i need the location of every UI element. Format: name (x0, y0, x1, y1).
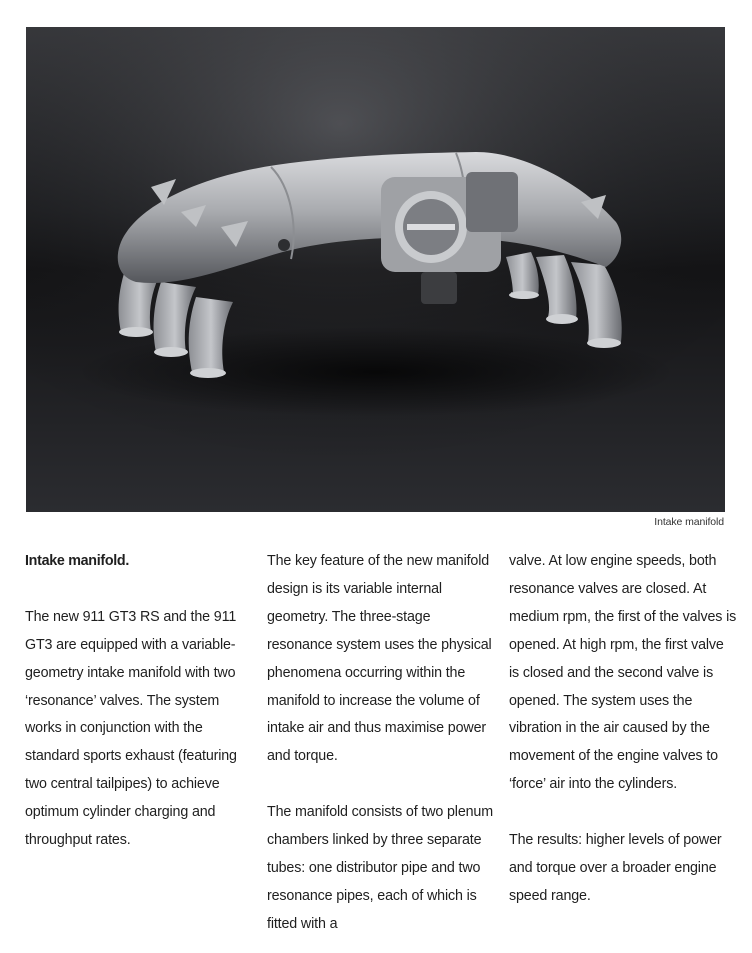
text-column-1 (25, 548, 253, 855)
intake-manifold-illustration (26, 27, 725, 512)
paragraph: The key feature of the new manifold design is its variable internal geometry. The three-stage resonance system uses the physical phenomena occurring within the manifold to increase the volume of intake air and thus maximise power and torque. (267, 553, 492, 765)
paragraph: The manifold consists of two plenum chambers linked by three separate tubes: one distributor pipe and two resonance pipes, each of which is fitted with a (267, 804, 493, 932)
text-column-3 (509, 548, 737, 911)
intake-manifold-photo (26, 27, 725, 512)
paragraph: The new 911 GT3 RS and the 911 GT3 are equipped with a variable-geometry intake manifold with two ‘resonance’ valves. The system works in conjunction with the standard sports exhaust (featuring two central tailpipes) to achieve optimum cylinder charging and throughput rates. (25, 608, 237, 849)
paragraph: The results: higher levels of power and torque over a broader engine speed range. (509, 832, 722, 904)
text-column-2 (267, 548, 495, 939)
image-caption: Intake manifold (654, 516, 724, 528)
article-heading: Intake manifold. (25, 553, 130, 569)
paragraph: valve. At low engine speeds, both resonance valves are closed. At medium rpm, the first of the valves is opened. At high rpm, the first valve is closed and the second valve is opened. The system uses the vibration in the air caused by the movement of the engine valves to ‘force’ air into the cylinders. (509, 553, 737, 793)
